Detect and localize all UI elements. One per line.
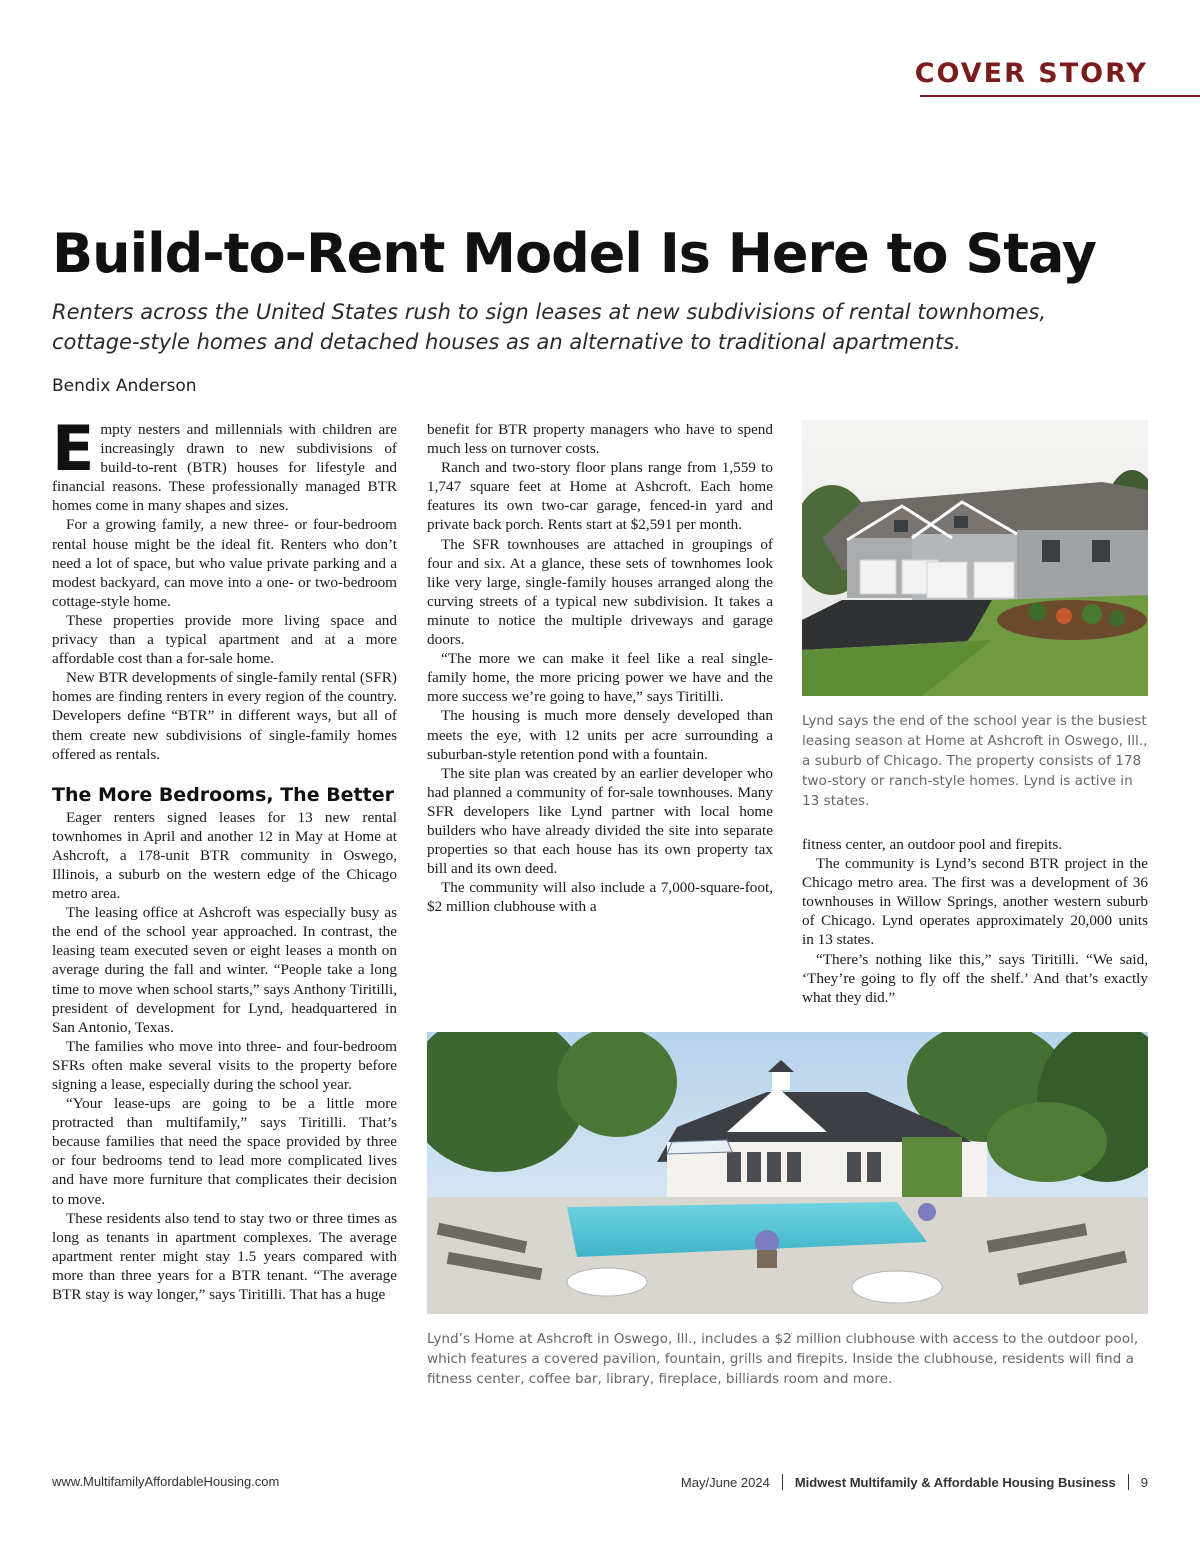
section-label: COVER STORY — [914, 58, 1148, 89]
photo-caption: Lynd’s Home at Ashcroft in Oswego, Ill., includes a $2 million clubhouse with access to the outdoor pool, which features a covered pavilion, fountain, grills and firepits. Inside the clubhouse, residents will find a fitness center, coffee bar, library, fireplace, billiards room and more. — [427, 1331, 1139, 1387]
footer-issue: May/June 2024 — [680, 1474, 770, 1490]
paragraph: The community is Lynd’s second BTR project in the Chicago metro area. The first was a development of 36 townhouses in Willow Springs, another western suburb of Chicago. Lynd operates approximately 20,000 units in 13 states. — [802, 855, 1148, 949]
paragraph: These residents also tend to stay two or three times as long as tenants in apartment complexes. The average apartment renter might stay 1.5 years compared with more than three years for a BTR tenant. “The average BTR stay is way longer,” says Tiritilli. That has a huge — [52, 1209, 397, 1304]
paragraph: benefit for BTR property managers who have to spend much less on turnover costs. — [427, 421, 773, 458]
paragraph: New BTR developments of single-family rental (SFR) homes are finding renters in every region of the country. Developers define “BTR” in different ways, but all of them create new subdivisions of single-family homes offered as rentals. — [52, 669, 397, 763]
paragraph: Empty nesters and millennials with children are increasingly drawn to new subdivisions of build-to-rent (BTR) houses for lifestyle and financial reasons. These professionally managed BTR homes come in many shapes and sizes. — [52, 412, 397, 515]
paragraph: fitness center, an outdoor pool and firepits. — [802, 836, 1063, 853]
paragraph: Ranch and two-story floor plans range from 1,559 to 1,747 square feet at Home at Ashcroft. Each home features its own two-car garage, fenced-in yard and private back porch. Rents start at $2,591 per month. — [427, 459, 773, 534]
drop-cap: E — [52, 412, 95, 485]
footer-url: www.MultifamilyAffordableHousing.com — [52, 1474, 280, 1489]
byline: Bendix Anderson — [52, 376, 197, 396]
paragraph: The families who move into three- and four-bedroom SFRs often make several visits to the property before signing a lease, especially during the school year. — [52, 1037, 397, 1093]
paragraph: “Your lease-ups are going to be a little more protracted than multifamily,” says Tiritilli. That’s because families that need the space provided by three or four bedrooms tend to lead more complicated lives and have more furniture that complicates their decision to move. — [52, 1095, 397, 1208]
footer-info — [681, 1474, 1148, 1490]
paragraph: “The more we can make it feel like a real single-family home, the more pricing power we have and the more success we’re going to have,” says Tiritilli. — [427, 650, 773, 706]
paragraph: The site plan was created by an earlier developer who had planned a community of for-sale townhouses. Many SFR developers like Lynd partner with local home builders who have already divided the site into separate properties so that each house has its own property tax bill and its own deed. — [427, 764, 773, 878]
subhead: The More Bedrooms, The Better — [52, 783, 394, 806]
paragraph: The leasing office at Ashcroft was especially busy as the end of the school year approached. In contrast, the leasing team executed seven or eight leases a month on average during the fall and winter. “People take a long time to move when school starts,” says Anthony Tiritilli, president of development for Lynd, headquartered in San Antonio, Texas. — [52, 904, 397, 1036]
deck: Renters across the United States rush to sign leases at new subdivisions of rental townhomes, cottage-style homes and detached houses as an alternative to traditional apartments. — [52, 300, 1047, 354]
paragraph: The housing is much more densely developed than meets the eye, with 12 units per acre surrounding a suburban-style retention pond with a fountain. — [427, 707, 773, 763]
article-column-3 — [802, 835, 1148, 1007]
footer-divider — [782, 1474, 783, 1490]
article-column-2 — [427, 420, 773, 916]
paragraph: Eager renters signed leases for 13 new rental townhomes in April and another 12 in May at Home at Ashcroft, a 178-unit BTR community in Oswego, Illinois, a suburb on the western edge of the Chicago metro area. — [52, 808, 397, 903]
footer-publication: Midwest Multifamily & Affordable Housing Business — [794, 1474, 1116, 1490]
headline: Build-to-Rent Model Is Here to Stay — [52, 222, 1096, 285]
paragraph: For a growing family, a new three- or four-bedroom rental house might be the ideal fit. Renters who don’t need a lot of space, but who value private parking and a modest backyard, can move into a one- or two-bedroom cottage-style home. — [52, 516, 397, 610]
paragraph: These properties provide more living space and privacy than a typical apartment and at a more affordable cost than a for-sale home. — [52, 611, 397, 668]
page-number: 9 — [1140, 1474, 1148, 1490]
footer-divider — [1128, 1474, 1129, 1490]
paragraph: The community will also include a 7,000-square-foot, $2 million clubhouse with a — [427, 879, 773, 916]
clubhouse-pool-photo — [427, 1032, 1148, 1314]
paragraph: “There’s nothing like this,” says Tiritilli. “We said, ‘They’re going to fly off the shelf.’ And that’s exactly what they did.” — [802, 950, 1148, 1006]
townhomes-photo — [802, 420, 1148, 696]
article-column-1 — [52, 412, 397, 1304]
photo-caption: Lynd says the end of the school year is the busiest leasing season at Home at Ashcroft in Oswego, Ill., a suburb of Chicago. The property consists of 178 two-story or ranch-style homes. Lynd is active in 13 states. — [802, 713, 1148, 809]
section-rule — [920, 95, 1200, 97]
paragraph: The SFR townhouses are attached in groupings of four and six. At a glance, these sets of townhomes look like very large, single-family houses arranged along the curving streets of a typical new subdivision. It takes a minute to notice the multiple driveways and garage doors. — [427, 535, 773, 649]
